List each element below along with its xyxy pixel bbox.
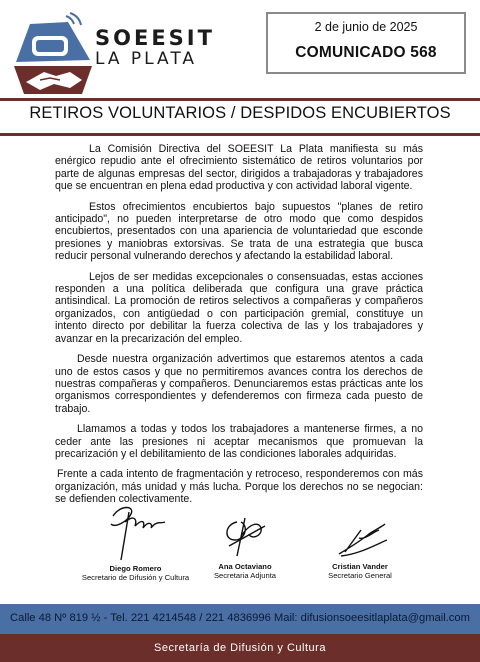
title-divider: [0, 133, 480, 136]
handwritten-signature-icon: [91, 500, 181, 564]
handwritten-signature-icon: [215, 512, 275, 562]
communique-box: [266, 12, 466, 74]
org-city: LA PLATA: [95, 49, 198, 69]
signer-name: Ana Octaviano: [218, 562, 272, 571]
communique-date: 2 de junio de 2025: [314, 20, 418, 34]
org-name: SOEESIT: [95, 26, 215, 50]
signer-role: Secretaria Adjunta: [213, 571, 277, 580]
top-divider: [0, 98, 480, 101]
signer-role: Secretario General: [328, 571, 392, 580]
document-body: [55, 143, 423, 514]
signer-name: Diego Romero: [109, 564, 162, 573]
handshake-phone-logo-icon: [10, 10, 96, 96]
paragraph: Llamamos a todas y todos los trabajadores a mantenerse firmes, a no ceder ante las presiones ni aceptar mecanismos que promuevan la precarización y el debilitamiento de las condiciones laborales adquiridas.: [55, 423, 423, 460]
signer-role: Secretario de Difusión y Cultura: [81, 573, 190, 582]
communique-number: COMUNICADO 568: [295, 44, 437, 61]
handwritten-signature-icon: [325, 518, 395, 562]
signature-block-romero: [78, 500, 193, 582]
footer-contact: Calle 48 Nº 819 ½ - Tel. 221 4214548 / 221 4836996 Mail: difusionsoeesitlaplata@gmail.com: [10, 612, 470, 624]
signature-block-vander: [314, 518, 406, 580]
signer-name: Cristian Vander: [332, 562, 388, 571]
paragraph: Frente a cada intento de fragmentación y retroceso, responderemos con más organización, más unidad y más lucha. Porque los derechos no se negocian: se defienden colectivamente.: [55, 468, 423, 506]
paragraph: La Comisión Directiva del SOEESIT La Plata manifiesta su más enérgico repudio ante el ofrecimiento sistemático de retiros voluntarios por parte de algunas empresas del sector, dirigidos a trabajadoras y trabajadores que se encuentran en plena edad productiva y con actividad laboral vigente.: [55, 143, 423, 193]
footer-secretaria: Secretaría de Difusión y Cultura: [154, 642, 326, 654]
paragraph: Lejos de ser medidas excepcionales o consensuadas, estas acciones responden a una política deliberada que configura una grave práctica antisindical. La promoción de retiros selectivos a compañeras y compañeros organizados, con antigüedad o con participación gremial, constituye un intento directo por debilitar la fuerza colectiva de las y los trabajadores y avanzar en la precarización del empleo.: [55, 270, 423, 345]
document-title: RETIROS VOLUNTARIOS / DESPIDOS ENCUBIERTOS: [29, 104, 451, 122]
letterhead: [0, 0, 480, 98]
paragraph: Desde nuestra organización advertimos que estaremos atentos a cada uno de estos casos y que no permitiremos avances contra los derechos de nuestras compañeras y compañeros. Denunciaremos estas prácticas ante los organismos correspondientes y defenderemos con firmeza cada puesto de trabajo.: [55, 353, 423, 415]
signature-block-octaviano: [205, 512, 285, 580]
paragraph: Estos ofrecimientos encubiertos bajo supuestos "planes de retiro anticipado", no pueden interpretarse de otro modo que como despidos encubiertos, presentados con una apariencia de voluntariedad que esconde presiones y maniobras extorsivas. Se trata de una estrategia que busca reducir personal vulnerando derechos y afectando la estabilidad laboral.: [55, 200, 423, 263]
